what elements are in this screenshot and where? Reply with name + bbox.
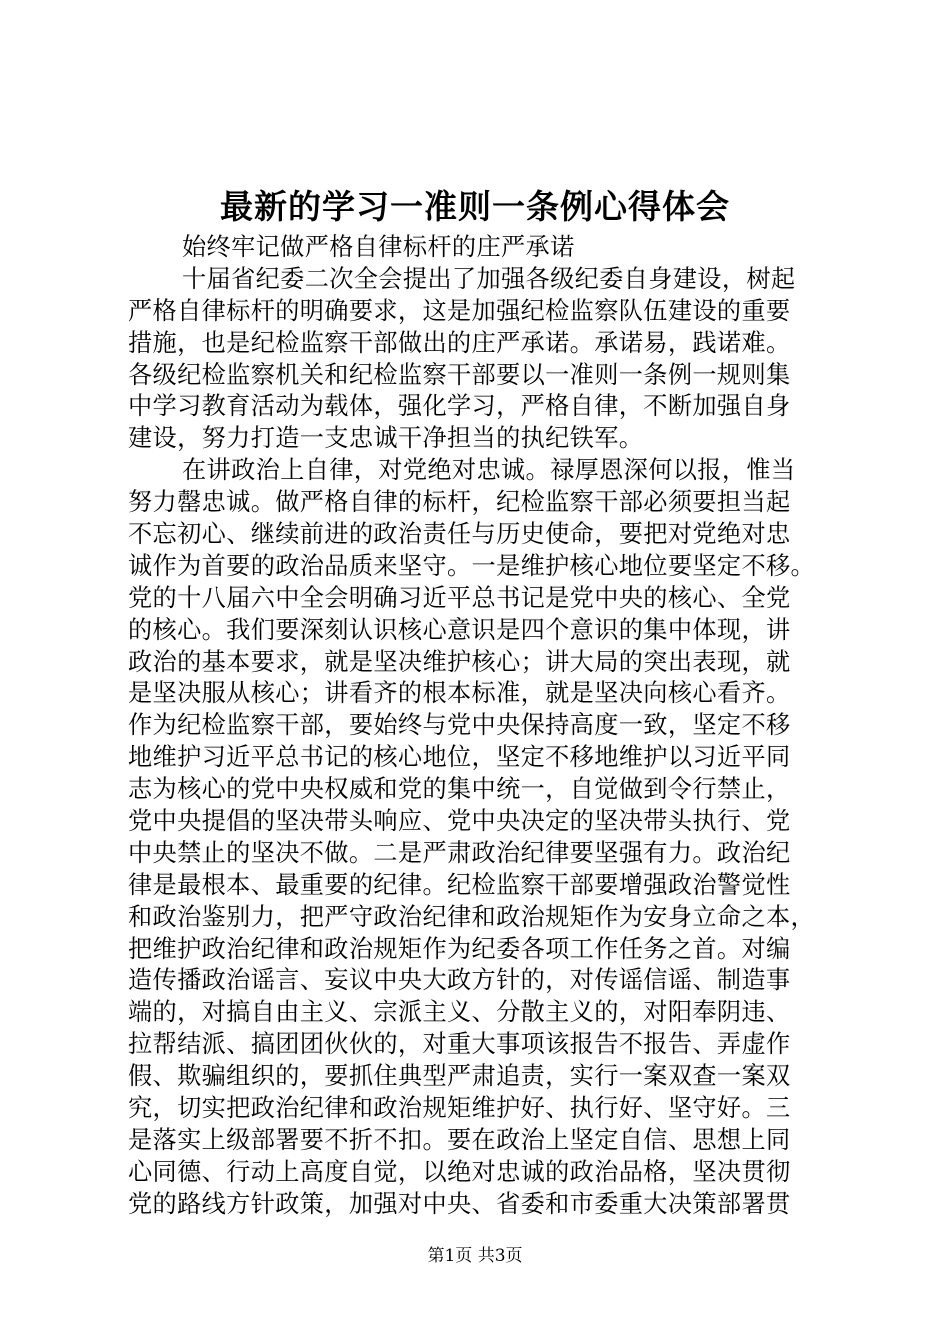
body-line: 心同德、行动上高度自觉，以绝对忠诚的政治品格，坚决贯彻	[128, 1157, 791, 1186]
body-line: 始终牢记做严格自律标杆的庄严承诺	[182, 233, 575, 261]
body-line: 和政治鉴别力，把严守政治纪律和政治规矩作为安身立命之本，	[128, 902, 816, 931]
body-line: 造传播政治谣言、妄议中央大政方针的，对传谣信谣、制造事	[128, 966, 791, 995]
page-footer: 第1页 共3页	[427, 1246, 523, 1266]
body-line: 十届省纪委二次全会提出了加强各级纪委自身建设，树起	[182, 264, 796, 293]
body-line: 诚作为首要的政治品质来坚守。一是维护核心地位要坚定不移。	[128, 551, 816, 580]
body-line: 党的十八届六中全会明确习近平总书记是党中央的核心、全党	[128, 583, 791, 612]
document-title: 最新的学习一准则一条例心得体会	[220, 187, 730, 226]
body-line: 把维护政治纪律和政治规矩作为纪委各项工作任务之首。对编	[128, 934, 791, 963]
body-line: 严格自律标杆的明确要求，这是加强纪检监察队伍建设的重要	[128, 296, 791, 325]
body-line: 地维护习近平总书记的核心地位，坚定不移地维护以习近平同	[128, 743, 791, 772]
body-line: 努力罄忠诚。做严格自律的标杆，纪检监察干部必须要担当起	[128, 488, 791, 517]
body-line: 措施，也是纪检监察干部做出的庄严承诺。承诺易，践诺难。	[128, 328, 791, 357]
body-line: 究，切实把政治纪律和政治规矩维护好、执行好、坚守好。三	[128, 1094, 791, 1123]
document-body	[128, 232, 830, 1221]
body-line: 建设，努力打造一支忠诚干净担当的执纪铁军。	[128, 424, 644, 453]
body-line: 是落实上级部署要不折不扣。要在政治上坚定自信、思想上同	[128, 1125, 791, 1154]
body-line: 不忘初心、继续前进的政治责任与历史使命，要把对党绝对忠	[128, 520, 791, 549]
body-line: 中央禁止的坚决不做。二是严肃政治纪律要坚强有力。政治纪	[128, 838, 791, 867]
body-line: 拉帮结派、搞团团伙伙的，对重大事项该报告不报告、弄虚作	[128, 1030, 791, 1059]
body-line: 端的，对搞自由主义、宗派主义、分散主义的，对阳奉阴违、	[128, 998, 791, 1027]
body-line: 作为纪检监察干部，要始终与党中央保持高度一致，坚定不移	[128, 711, 791, 740]
body-line: 是坚决服从核心；讲看齐的根本标准，就是坚决向核心看齐。	[128, 679, 791, 708]
body-line: 志为核心的党中央权威和党的集中统一，自觉做到令行禁止，	[128, 775, 791, 804]
body-line: 政治的基本要求，就是坚决维护核心；讲大局的突出表现，就	[128, 647, 791, 676]
body-line: 党中央提倡的坚决带头响应、党中央决定的坚决带头执行、党	[128, 807, 791, 836]
body-line: 的核心。我们要深刻认识核心意识是四个意识的集中体现，讲	[128, 615, 791, 644]
body-line: 在讲政治上自律，对党绝对忠诚。禄厚恩深何以报，惟当	[182, 456, 796, 485]
body-line: 律是最根本、最重要的纪律。纪检监察干部要增强政治警觉性	[128, 870, 791, 899]
body-line: 假、欺骗组织的，要抓住典型严肃追责，实行一案双查一案双	[128, 1062, 791, 1091]
body-line: 党的路线方针政策，加强对中央、省委和市委重大决策部署贯	[128, 1189, 791, 1218]
body-line: 中学习教育活动为载体，强化学习，严格自律，不断加强自身	[128, 392, 791, 421]
body-line: 各级纪检监察机关和纪检监察干部要以一准则一条例一规则集	[128, 360, 791, 389]
